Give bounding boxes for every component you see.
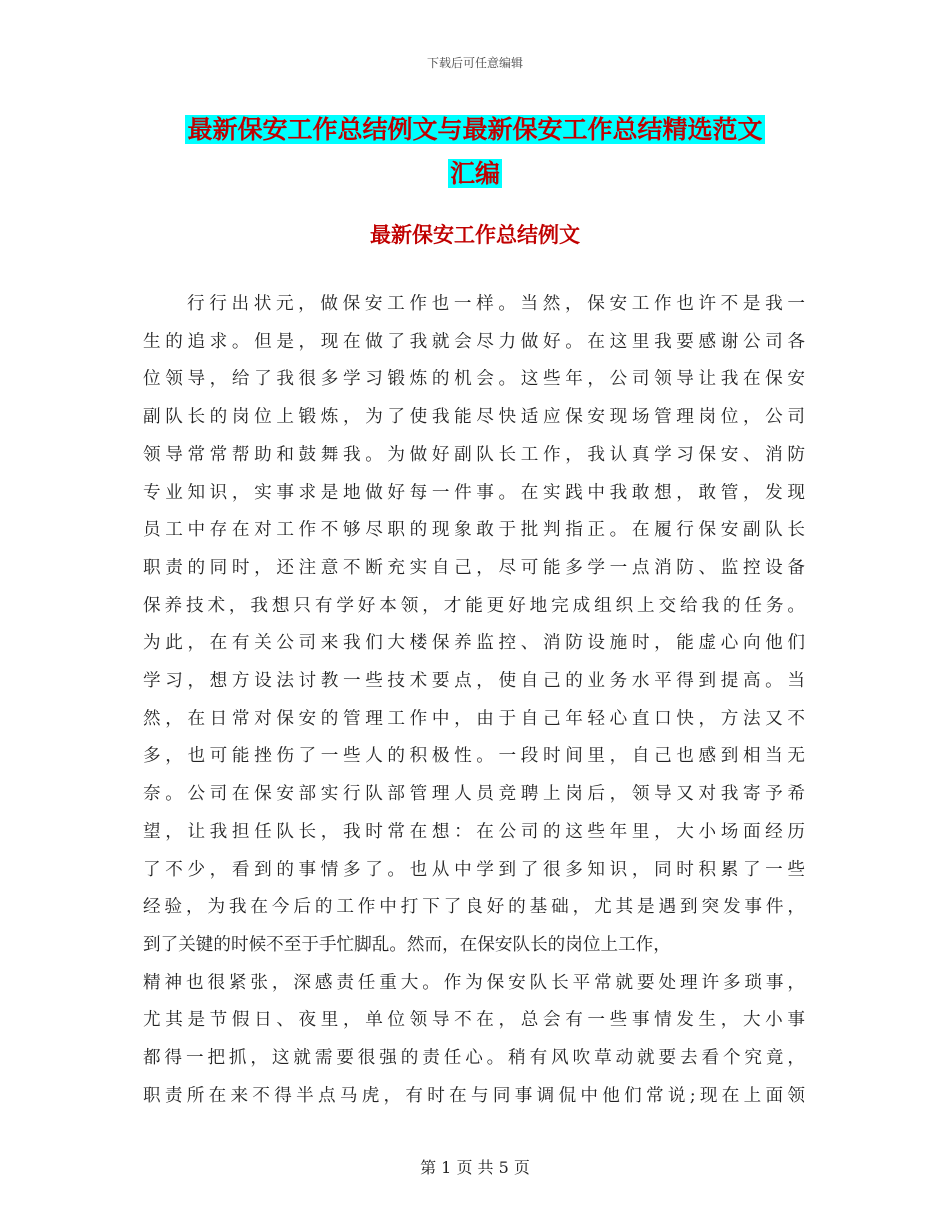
body-line: 精神也很紧张，深感责任重大。作为保安队长平常就要处理许多琐事， bbox=[143, 972, 805, 993]
body-line: 副队长的岗位上锻炼，为了使我能尽快适应保安现场管理岗位，公司 bbox=[143, 407, 805, 428]
body-text bbox=[143, 286, 805, 1115]
body-line: 奈。公司在保安部实行队部管理人员竞聘上岗后，领导又对我寄予希 bbox=[143, 784, 805, 805]
document-title bbox=[0, 108, 950, 196]
body-line: 为此，在有关公司来我们大楼保养监控、消防设施时，能虚心向他们 bbox=[143, 633, 805, 654]
body-line: 职责所在来不得半点马虎，有时在与同事调侃中他们常说;现在上面领 bbox=[143, 1085, 805, 1106]
body-line: 员工中存在对工作不够尽职的现象敢于批判指正。在履行保安副队长 bbox=[143, 520, 805, 541]
title-line-2 bbox=[0, 152, 950, 196]
section-title: 最新保安工作总结例文 bbox=[370, 222, 580, 247]
body-line: 学习，想方设法讨教一些技术要点，使自己的业务水平得到提高。当 bbox=[143, 671, 805, 692]
body-line: 位领导，给了我很多学习锻炼的机会。这些年，公司领导让我在保安 bbox=[143, 369, 805, 390]
title-line-2-text: 汇编 bbox=[449, 159, 500, 188]
body-line: 都得一把抓，这就需要很强的责任心。稍有风吹草动就要去看个究竟， bbox=[143, 1048, 805, 1069]
body-line: 行行出状元，做保安工作也一样。当然，保安工作也许不是我一 bbox=[187, 294, 805, 314]
title-line-1 bbox=[0, 108, 950, 152]
header-note: 下载后可任意编辑 bbox=[426, 56, 523, 70]
body-line: 然，在日常对保安的管理工作中，由于自己年轻心直口快，方法又不 bbox=[143, 708, 805, 729]
body-line: 专业知识，实事求是地做好每一件事。在实践中我敢想，敢管，发现 bbox=[143, 482, 805, 503]
title-line-1-text: 最新保安工作总结例文与最新保安工作总结精选范文 bbox=[187, 115, 763, 144]
body-line: 生的追求。但是，现在做了我就会尽力做好。在这里我要感谢公司各 bbox=[143, 331, 805, 352]
body-line: 了不少，看到的事情多了。也从中学到了很多知识，同时积累了一些 bbox=[143, 859, 805, 880]
body-line: 领导常常帮助和鼓舞我。为做好副队长工作，我认真学习保安、消防 bbox=[143, 444, 805, 465]
body-line: 经验，为我在今后的工作中打下了良好的基础，尤其是遇到突发事件， bbox=[143, 897, 805, 918]
page-footer: 第 1 页 共 5 页 bbox=[420, 1158, 530, 1177]
body-line: 望，让我担任队长，我时常在想：在公司的这些年里，大小场面经历 bbox=[143, 821, 805, 842]
body-line: 尤其是节假日、夜里，单位领导不在，总会有一些事情发生，大小事 bbox=[143, 1010, 805, 1031]
body-line: 职责的同时，还注意不断充实自己，尽可能多学一点消防、监控设备 bbox=[143, 557, 805, 578]
body-line: 多，也可能挫伤了一些人的积极性。一段时间里，自己也感到相当无 bbox=[143, 746, 805, 767]
body-line: 保养技术，我想只有学好本领，才能更好地完成组织上交给我的任务。 bbox=[143, 595, 805, 616]
body-line: 到了关键的时候不至于手忙脚乱。然而，在保安队长的岗位上工作， bbox=[143, 934, 671, 955]
